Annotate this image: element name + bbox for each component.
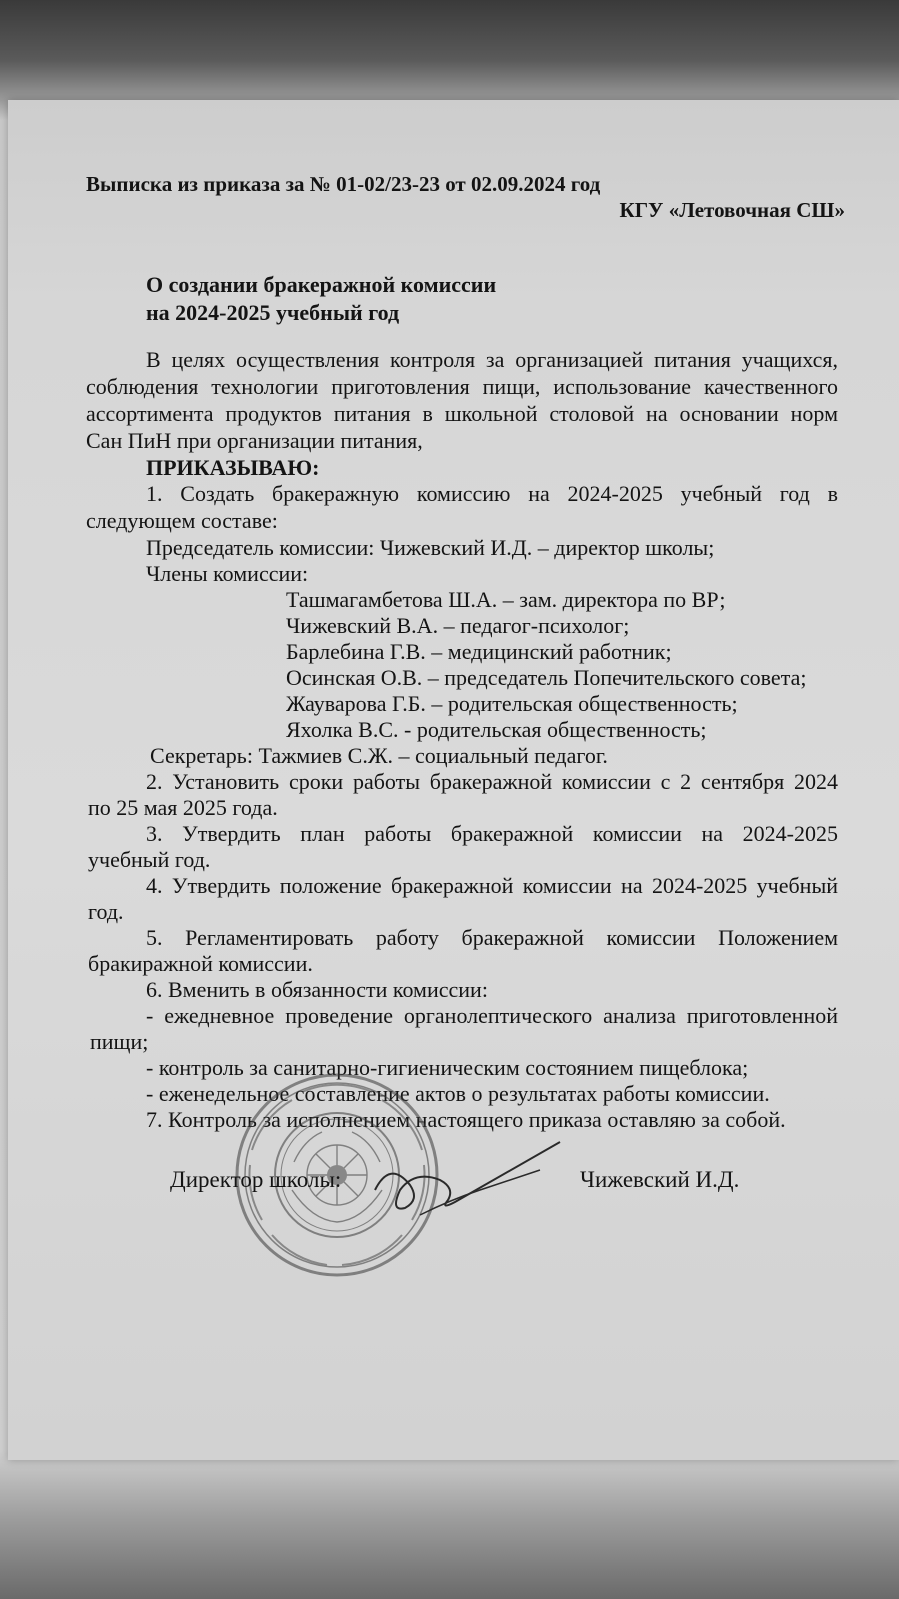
preamble-line-3: ассортимента продуктов питания в школьной столовой на основании норм [86, 401, 838, 426]
item-7: 7. Контроль за исполнением настоящего приказа оставляю за собой. [146, 1107, 786, 1132]
preamble-line-4: Сан ПиН при организации питания, [86, 428, 423, 453]
chairman-line: Председатель комиссии: Чижевский И.Д. – директор школы; [146, 535, 715, 560]
item-4-line-2: год. [88, 899, 124, 924]
handwritten-signature [360, 1130, 570, 1240]
item-3-line-1: 3. Утвердить план работы бракеражной комиссии на 2024-2025 [146, 821, 838, 846]
duty-1-line-1: - ежедневное проведение органолептического анализа приготовленной [146, 1003, 838, 1028]
duty-2: - контроль за санитарно-гигиеническим состоянием пищеблока; [146, 1055, 749, 1080]
duty-3: - еженедельное составление актов о результатах работы комиссии. [146, 1081, 770, 1106]
item-5-line-1: 5. Регламентировать работу бракеражной комиссии Положением [146, 925, 838, 950]
item-5-line-2: бракиражной комиссии. [88, 951, 313, 976]
member-2: Чижевский В.А. – педагог-психолог; [286, 613, 630, 638]
item-1-line-1: 1. Создать бракеражную комиссию на 2024-2025 учебный год в [146, 481, 838, 506]
title-line-2: на 2024-2025 учебный год [146, 300, 400, 325]
signature-title: Директор школы: [170, 1167, 342, 1192]
duty-1-line-2: пищи; [90, 1029, 149, 1054]
secretary-line: Секретарь: Тажмиев С.Ж. – социальный педагог. [150, 743, 608, 768]
member-3: Барлебина Г.В. – медицинский работник; [286, 639, 672, 664]
member-1: Ташмагамбетова Ш.А. – зам. директора по ВР; [286, 587, 726, 612]
member-5: Жауварова Г.Б. – родительская общественность; [286, 691, 738, 716]
member-6: Яхолка В.С. - родительская общественность; [286, 717, 707, 742]
item-2-line-1: 2. Установить сроки работы бракеражной комиссии с 2 сентября 2024 [146, 769, 838, 794]
organization-name: КГУ «Летовочная СШ» [619, 198, 845, 222]
signature-name: Чижевский И.Д. [580, 1167, 740, 1192]
preamble-line-2: соблюдения технологии приготовления пищи, использование качественного [86, 374, 838, 399]
item-1-line-2: следующем составе: [86, 508, 278, 533]
item-4-line-1: 4. Утвердить положение бракеражной комиссии на 2024-2025 учебный [146, 873, 838, 898]
item-3-line-2: учебный год. [88, 847, 211, 872]
members-label: Члены комиссии: [146, 561, 309, 586]
preamble-line-1: В целях осуществления контроля за организацией питания учащихся, [146, 347, 838, 372]
member-4: Осинская О.В. – председатель Попечительского совета; [286, 665, 807, 690]
title-line-1: О создании бракеражной комиссии [146, 272, 497, 297]
item-2-line-2: по 25 мая 2025 года. [88, 795, 278, 820]
document-header: Выписка из приказа за № 01-02/23-23 от 02.09.2024 год [86, 172, 601, 196]
item-6: 6. Вменить в обязанности комиссии: [146, 977, 488, 1002]
order-word: ПРИКАЗЫВАЮ: [146, 455, 320, 480]
